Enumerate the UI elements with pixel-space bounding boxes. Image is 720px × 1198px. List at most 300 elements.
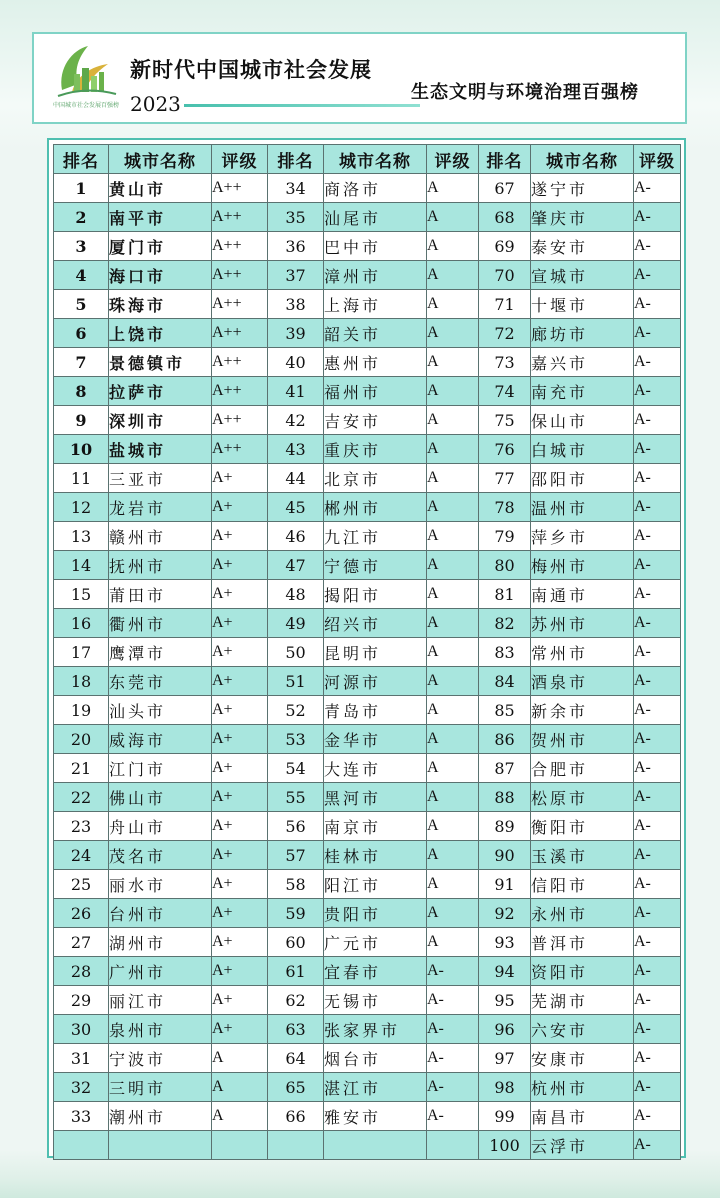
grade-cell: A [427,812,479,841]
rank-cell: 48 [268,580,324,609]
city-name-cell: 东莞市 [109,667,212,696]
grade-cell: A- [634,319,681,348]
rank-cell: 68 [479,203,531,232]
rank-cell: 10 [54,435,109,464]
grade-cell: A++ [212,174,268,203]
grade-cell: A [427,551,479,580]
city-name-cell: 信阳市 [531,870,634,899]
grade-cell: A [427,493,479,522]
city-name-cell: 永州市 [531,899,634,928]
grade-cell: A+ [212,841,268,870]
grade-cell: A [212,1044,268,1073]
rank-cell: 67 [479,174,531,203]
city-name-cell: 黄山市 [109,174,212,203]
rank-cell [54,1131,109,1160]
table-row [54,348,681,377]
grade-cell: A [212,1102,268,1131]
rank-cell: 40 [268,348,324,377]
table-row [54,406,681,435]
rank-cell: 56 [268,812,324,841]
rank-cell: 93 [479,928,531,957]
city-name-cell: 遂宁市 [531,174,634,203]
rank-cell: 8 [54,377,109,406]
city-name-cell: 南昌市 [531,1102,634,1131]
grade-cell: A- [634,609,681,638]
city-name-cell: 舟山市 [109,812,212,841]
city-name-cell: 黑河市 [324,783,427,812]
grade-cell: A- [634,174,681,203]
city-name-cell: 宁波市 [109,1044,212,1073]
city-name-cell: 拉萨市 [109,377,212,406]
column-header: 城市名称 [324,145,427,174]
table-row [54,493,681,522]
rank-cell: 89 [479,812,531,841]
rank-cell: 82 [479,609,531,638]
table-row [54,580,681,609]
rank-cell: 22 [54,783,109,812]
rank-cell: 91 [479,870,531,899]
rank-cell: 53 [268,725,324,754]
city-name-cell: 萍乡市 [531,522,634,551]
rank-cell: 81 [479,580,531,609]
grade-cell: A++ [212,319,268,348]
city-name-cell: 青岛市 [324,696,427,725]
page-title: 新时代中国城市社会发展 [130,57,372,82]
page-subtitle: 生态文明与环境治理百强榜 [411,82,639,103]
city-name-cell: 绍兴市 [324,609,427,638]
rank-cell: 84 [479,667,531,696]
city-name-cell: 漳州市 [324,261,427,290]
city-name-cell: 白城市 [531,435,634,464]
city-name-cell: 杭州市 [531,1073,634,1102]
grade-cell: A+ [212,1015,268,1044]
city-name-cell: 赣州市 [109,522,212,551]
city-name-cell: 南充市 [531,377,634,406]
grade-cell: A+ [212,928,268,957]
grade-cell: A+ [212,551,268,580]
rank-cell: 2 [54,203,109,232]
city-name-cell: 桂林市 [324,841,427,870]
table-row [54,696,681,725]
city-name-cell: 雅安市 [324,1102,427,1131]
city-name-cell: 新余市 [531,696,634,725]
grade-cell: A- [427,986,479,1015]
table-row [54,957,681,986]
table-row [54,377,681,406]
rank-cell: 50 [268,638,324,667]
grade-cell: A- [634,783,681,812]
table-row [54,667,681,696]
table-row [54,1131,681,1160]
rank-cell: 14 [54,551,109,580]
city-name-cell: 苏州市 [531,609,634,638]
grade-cell: A- [427,957,479,986]
grade-cell: A- [634,290,681,319]
grade-cell: A- [634,377,681,406]
page-year: 2023 [130,92,181,116]
rank-cell: 30 [54,1015,109,1044]
city-name-cell: 台州市 [109,899,212,928]
rank-cell: 61 [268,957,324,986]
grade-cell: A++ [212,406,268,435]
city-name-cell: 张家界市 [324,1015,427,1044]
city-name-cell: 宣城市 [531,261,634,290]
grade-cell: A [427,841,479,870]
grade-cell: A+ [212,493,268,522]
city-name-cell: 佛山市 [109,783,212,812]
city-name-cell: 南通市 [531,580,634,609]
rank-cell: 90 [479,841,531,870]
grade-cell: A [427,783,479,812]
rank-cell: 43 [268,435,324,464]
city-name-cell: 保山市 [531,406,634,435]
grade-cell: A [427,232,479,261]
grade-cell: A [427,928,479,957]
rank-cell: 37 [268,261,324,290]
grade-cell: A [427,870,479,899]
rank-cell: 54 [268,754,324,783]
rank-cell: 29 [54,986,109,1015]
grade-cell: A- [634,986,681,1015]
grade-cell: A [427,667,479,696]
grade-cell: A- [427,1044,479,1073]
rank-cell: 25 [54,870,109,899]
city-name-cell: 九江市 [324,522,427,551]
city-name-cell: 普洱市 [531,928,634,957]
city-name-cell [109,1131,212,1160]
city-name-cell: 大连市 [324,754,427,783]
city-name-cell: 泉州市 [109,1015,212,1044]
grade-cell: A- [634,580,681,609]
rank-cell: 20 [54,725,109,754]
rank-cell: 72 [479,319,531,348]
rank-cell: 95 [479,986,531,1015]
city-name-cell: 邵阳市 [531,464,634,493]
grade-cell: A++ [212,290,268,319]
city-name-cell: 湛江市 [324,1073,427,1102]
grade-cell: A- [634,696,681,725]
rank-cell: 18 [54,667,109,696]
grade-cell: A- [634,203,681,232]
grade-cell: A+ [212,725,268,754]
rank-cell: 64 [268,1044,324,1073]
rank-cell: 96 [479,1015,531,1044]
rank-cell: 39 [268,319,324,348]
grade-cell: A [427,406,479,435]
rank-cell: 74 [479,377,531,406]
grade-cell: A++ [212,377,268,406]
grade-cell: A [427,290,479,319]
city-name-cell: 威海市 [109,725,212,754]
table-row [54,319,681,348]
grade-cell: A [427,435,479,464]
grade-cell: A [427,348,479,377]
grade-cell: A- [634,899,681,928]
rank-cell: 45 [268,493,324,522]
rank-cell: 60 [268,928,324,957]
city-name-cell: 商洛市 [324,174,427,203]
grade-cell: A [427,609,479,638]
grade-cell: A++ [212,232,268,261]
rank-cell: 26 [54,899,109,928]
table-row [54,1102,681,1131]
grade-cell: A- [634,1015,681,1044]
city-name-cell: 惠州市 [324,348,427,377]
rank-cell: 42 [268,406,324,435]
rank-cell: 97 [479,1044,531,1073]
grade-cell: A+ [212,754,268,783]
ranking-table-frame [47,138,686,1158]
city-name-cell: 广州市 [109,957,212,986]
grade-cell: A- [634,464,681,493]
rank-cell: 86 [479,725,531,754]
rank-cell: 9 [54,406,109,435]
rank-cell: 16 [54,609,109,638]
city-name-cell: 莆田市 [109,580,212,609]
rank-cell: 62 [268,986,324,1015]
grade-cell: A [427,696,479,725]
city-name-cell: 北京市 [324,464,427,493]
grade-cell: A [427,638,479,667]
table-row [54,725,681,754]
table-row [54,841,681,870]
city-name-cell: 汕尾市 [324,203,427,232]
city-name-cell: 金华市 [324,725,427,754]
rank-cell: 71 [479,290,531,319]
grade-cell: A++ [212,203,268,232]
rank-cell: 5 [54,290,109,319]
table-row [54,1073,681,1102]
column-header: 城市名称 [531,145,634,174]
city-name-cell: 湖州市 [109,928,212,957]
grade-cell: A- [634,435,681,464]
table-row [54,812,681,841]
grade-cell: A- [634,1044,681,1073]
table-row [54,638,681,667]
table-row [54,551,681,580]
city-name-cell: 厦门市 [109,232,212,261]
rank-cell: 51 [268,667,324,696]
city-name-cell: 资阳市 [531,957,634,986]
rank-cell: 80 [479,551,531,580]
rank-cell: 76 [479,435,531,464]
rank-cell: 65 [268,1073,324,1102]
city-name-cell: 衢州市 [109,609,212,638]
city-name-cell: 嘉兴市 [531,348,634,377]
grade-cell: A [427,522,479,551]
city-name-cell: 抚州市 [109,551,212,580]
column-header: 排名 [479,145,531,174]
city-name-cell: 深圳市 [109,406,212,435]
rank-cell: 19 [54,696,109,725]
city-name-cell: 丽江市 [109,986,212,1015]
grade-cell: A- [427,1102,479,1131]
table-row [54,435,681,464]
column-header: 城市名称 [109,145,212,174]
rank-cell: 55 [268,783,324,812]
grade-cell: A+ [212,986,268,1015]
grade-cell: A+ [212,667,268,696]
city-name-cell: 海口市 [109,261,212,290]
rank-cell: 58 [268,870,324,899]
rank-cell: 3 [54,232,109,261]
grade-cell: A- [634,667,681,696]
grade-cell: A [427,725,479,754]
rank-cell: 69 [479,232,531,261]
grade-cell: A- [634,232,681,261]
table-row [54,609,681,638]
city-name-cell: 六安市 [531,1015,634,1044]
city-name-cell: 广元市 [324,928,427,957]
city-name-cell: 温州市 [531,493,634,522]
rank-cell: 44 [268,464,324,493]
rank-cell: 63 [268,1015,324,1044]
grade-cell: A- [634,406,681,435]
city-name-cell: 茂名市 [109,841,212,870]
grade-cell: A [427,261,479,290]
table-row [54,261,681,290]
rank-cell: 38 [268,290,324,319]
column-header: 排名 [268,145,324,174]
city-name-cell: 河源市 [324,667,427,696]
city-name-cell: 南京市 [324,812,427,841]
city-name-cell: 三亚市 [109,464,212,493]
grade-cell: A+ [212,522,268,551]
grade-cell: A+ [212,580,268,609]
city-name-cell: 潮州市 [109,1102,212,1131]
city-name-cell: 无锡市 [324,986,427,1015]
city-name-cell: 云浮市 [531,1131,634,1160]
column-header: 评级 [427,145,479,174]
grade-cell: A [212,1073,268,1102]
city-name-cell: 吉安市 [324,406,427,435]
column-header: 评级 [634,145,681,174]
city-name-cell: 江门市 [109,754,212,783]
table-row [54,986,681,1015]
city-name-cell: 肇庆市 [531,203,634,232]
city-name-cell: 宜春市 [324,957,427,986]
city-name-cell: 十堰市 [531,290,634,319]
grade-cell: A- [634,870,681,899]
table-row [54,232,681,261]
city-name-cell: 贺州市 [531,725,634,754]
rank-cell: 4 [54,261,109,290]
rank-cell: 34 [268,174,324,203]
rank-cell: 41 [268,377,324,406]
grade-cell [212,1131,268,1160]
grade-cell: A [427,464,479,493]
city-name-cell: 芜湖市 [531,986,634,1015]
city-name-cell: 玉溪市 [531,841,634,870]
rank-cell [268,1131,324,1160]
city-name-cell: 珠海市 [109,290,212,319]
grade-cell: A [427,377,479,406]
grade-cell: A- [634,638,681,667]
rank-cell: 35 [268,203,324,232]
table-row [54,464,681,493]
grade-cell: A++ [212,435,268,464]
city-name-cell [324,1131,427,1160]
grade-cell: A- [634,551,681,580]
grade-cell: A- [634,957,681,986]
grade-cell: A- [427,1073,479,1102]
city-name-cell: 重庆市 [324,435,427,464]
grade-cell: A++ [212,261,268,290]
grade-cell: A++ [212,348,268,377]
table-row [54,754,681,783]
grade-cell: A [427,203,479,232]
grade-cell: A [427,899,479,928]
city-name-cell: 郴州市 [324,493,427,522]
city-name-cell: 烟台市 [324,1044,427,1073]
city-name-cell: 三明市 [109,1073,212,1102]
rank-cell: 32 [54,1073,109,1102]
grade-cell [427,1131,479,1160]
city-name-cell: 丽水市 [109,870,212,899]
table-row [54,174,681,203]
city-name-cell: 阳江市 [324,870,427,899]
rank-cell: 79 [479,522,531,551]
rank-cell: 11 [54,464,109,493]
rank-cell: 31 [54,1044,109,1073]
grade-cell: A- [634,493,681,522]
grade-cell: A+ [212,464,268,493]
grade-cell: A+ [212,870,268,899]
table-row [54,928,681,957]
rank-cell: 7 [54,348,109,377]
grade-cell: A- [634,261,681,290]
rank-cell: 46 [268,522,324,551]
table-row [54,290,681,319]
rank-cell: 75 [479,406,531,435]
city-name-cell: 巴中市 [324,232,427,261]
city-name-cell: 龙岩市 [109,493,212,522]
city-name-cell: 汕头市 [109,696,212,725]
table-row [54,1015,681,1044]
rank-cell: 17 [54,638,109,667]
city-name-cell: 贵阳市 [324,899,427,928]
rank-cell: 66 [268,1102,324,1131]
rank-cell: 15 [54,580,109,609]
rank-cell: 12 [54,493,109,522]
city-name-cell: 揭阳市 [324,580,427,609]
rank-cell: 13 [54,522,109,551]
rank-cell: 47 [268,551,324,580]
grade-cell: A+ [212,638,268,667]
city-name-cell: 合肥市 [531,754,634,783]
city-name-cell: 衡阳市 [531,812,634,841]
grade-cell: A- [634,841,681,870]
rank-cell: 57 [268,841,324,870]
rank-cell: 88 [479,783,531,812]
city-name-cell: 松原市 [531,783,634,812]
rank-cell: 33 [54,1102,109,1131]
grade-cell: A [427,174,479,203]
rank-cell: 98 [479,1073,531,1102]
table-row [54,899,681,928]
column-header: 评级 [212,145,268,174]
city-name-cell: 昆明市 [324,638,427,667]
rank-cell: 28 [54,957,109,986]
rank-cell: 78 [479,493,531,522]
city-name-cell: 南平市 [109,203,212,232]
grade-cell: A [427,319,479,348]
rank-cell: 23 [54,812,109,841]
table-row [54,783,681,812]
ranking-table [53,144,681,1160]
rank-cell: 85 [479,696,531,725]
city-name-cell: 上海市 [324,290,427,319]
